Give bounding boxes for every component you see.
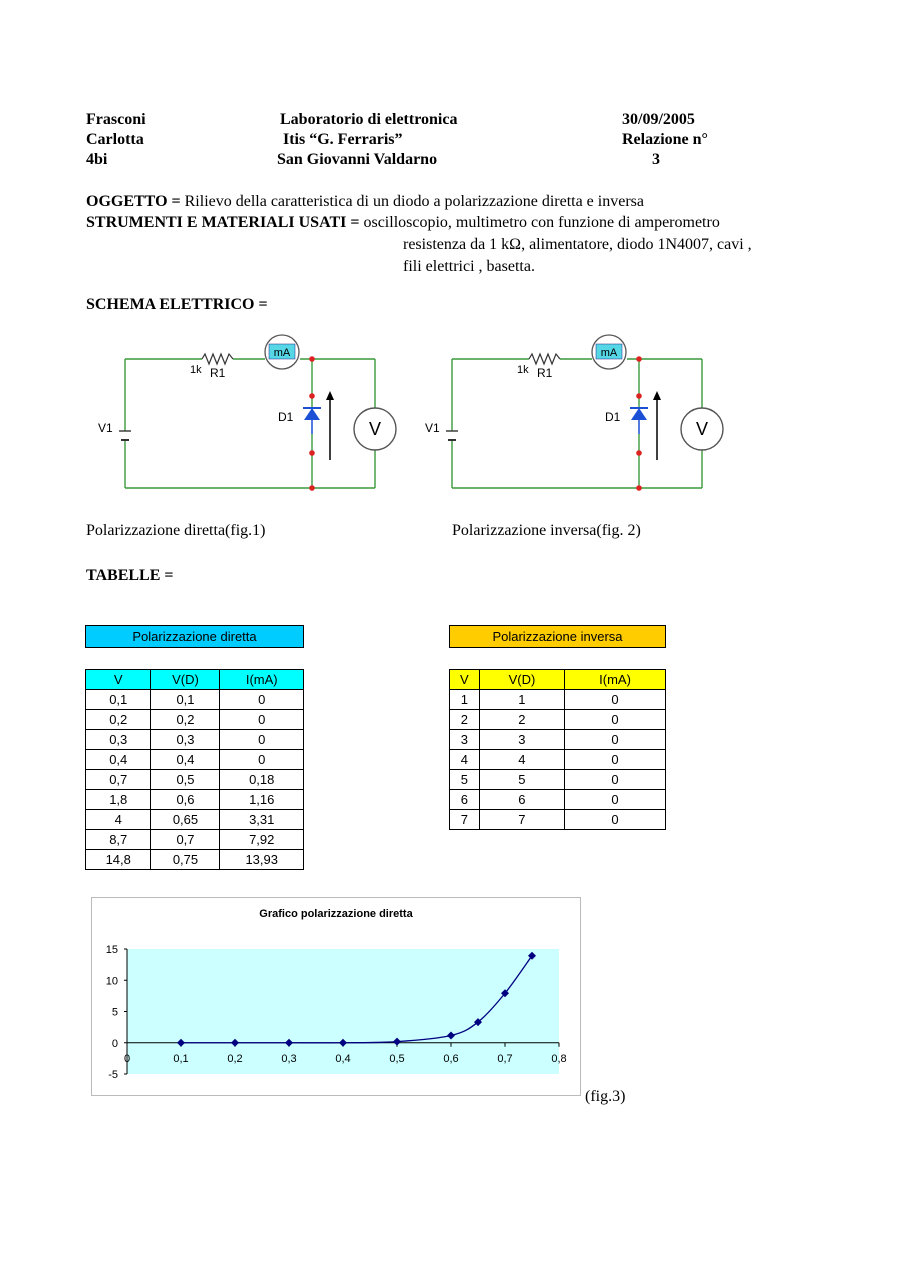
- strumenti-line: [86, 212, 720, 234]
- table-cell: 0,18: [220, 770, 304, 790]
- resistor-symbol: [529, 354, 560, 364]
- table-cell: 0: [565, 690, 666, 710]
- table-cell: 0: [565, 730, 666, 750]
- table-row: [450, 790, 666, 810]
- table-cell: 0,3: [86, 730, 151, 750]
- x-tick-label: 0,2: [227, 1052, 243, 1065]
- y-tick-label: 5: [111, 1006, 118, 1019]
- table-row: [86, 750, 304, 770]
- x-tick-label: 0: [123, 1052, 131, 1065]
- table-row: [450, 730, 666, 750]
- diode-label: D1: [605, 410, 621, 424]
- source-label: V1: [425, 421, 440, 435]
- report-date: 30/09/2005: [622, 111, 695, 128]
- table-header-row: [450, 670, 666, 690]
- table-direct: [85, 669, 304, 870]
- x-tick-label: 0,4: [335, 1052, 351, 1065]
- table-cell: 0: [565, 770, 666, 790]
- table-cell: 6: [479, 790, 564, 810]
- table-cell: 0,5: [151, 770, 220, 790]
- table-cell: 0: [565, 810, 666, 830]
- table-cell: 0,65: [151, 810, 220, 830]
- table-cell: 13,93: [220, 850, 304, 870]
- table-cell: 0: [220, 730, 304, 750]
- table-cell: 4: [450, 750, 480, 770]
- table-cell: 1: [450, 690, 480, 710]
- column-header: V(D): [479, 670, 564, 690]
- table-row: [86, 790, 304, 810]
- table-cell: 0,4: [86, 750, 151, 770]
- table-row: [450, 690, 666, 710]
- table-cell: 1: [479, 690, 564, 710]
- strumenti-text-1: oscilloscopio, multimetro con funzione di amperometro: [359, 214, 720, 231]
- table-inverse-title: Polarizzazione inversa: [449, 625, 666, 648]
- table-cell: 4: [479, 750, 564, 770]
- x-tick-label: 0,6: [443, 1052, 459, 1065]
- table-cell: 4: [86, 810, 151, 830]
- table-cell: 0: [565, 710, 666, 730]
- table-row: [450, 710, 666, 730]
- ammeter-label: mA: [600, 347, 618, 359]
- table-row: [450, 750, 666, 770]
- table-cell: 0: [565, 790, 666, 810]
- circuit-diagram-direct: [90, 330, 410, 500]
- table-row: [86, 810, 304, 830]
- table-inverse: [449, 669, 666, 830]
- table-cell: 0: [565, 750, 666, 770]
- y-tick-label: 15: [105, 944, 118, 956]
- table-cell: 0: [220, 710, 304, 730]
- lab-title: Laboratorio di elettronica: [280, 111, 458, 128]
- current-arrow-head: [653, 391, 661, 400]
- school-name: Itis “G. Ferraris”: [283, 131, 403, 148]
- column-header: I(mA): [220, 670, 304, 690]
- diode-symbol: [631, 408, 647, 420]
- x-tick-label: 0,8: [551, 1052, 567, 1065]
- table-row: [86, 770, 304, 790]
- table-cell: 5: [479, 770, 564, 790]
- table-cell: 1,8: [86, 790, 151, 810]
- table-cell: 0,6: [151, 790, 220, 810]
- author-class: 4bi: [86, 151, 108, 168]
- current-arrow-head: [326, 391, 334, 400]
- table-header-row: [86, 670, 304, 690]
- x-tick-label: 0,5: [389, 1052, 405, 1065]
- table-cell: 0,2: [151, 710, 220, 730]
- author-name: Carlotta: [86, 131, 144, 148]
- table-direct-title: Polarizzazione diretta: [85, 625, 304, 648]
- table-cell: 1,16: [220, 790, 304, 810]
- table-row: [86, 690, 304, 710]
- table-cell: 0,1: [151, 690, 220, 710]
- resistor-name: R1: [210, 366, 226, 380]
- voltmeter-label: V: [695, 419, 709, 439]
- table-cell: 0,75: [151, 850, 220, 870]
- chart-frame: [91, 897, 581, 1096]
- column-header: I(mA): [565, 670, 666, 690]
- table-cell: 8,7: [86, 830, 151, 850]
- table-cell: 7,92: [220, 830, 304, 850]
- table-cell: 3: [479, 730, 564, 750]
- table-row: [86, 730, 304, 750]
- table-cell: 0,7: [86, 770, 151, 790]
- fig3-caption: (fig.3): [585, 1088, 626, 1105]
- strumenti-label: STRUMENTI E MATERIALI USATI =: [86, 214, 360, 231]
- report-block: [622, 110, 708, 170]
- chart-title: Grafico polarizzazione diretta: [259, 908, 413, 920]
- strumenti-text-2: resistenza da 1 kΩ, alimentatore, diodo 1N4007, cavi ,: [403, 236, 752, 253]
- circuit-wires: [452, 359, 702, 488]
- x-tick-label: 0,1: [173, 1052, 189, 1065]
- table-cell: 0,4: [151, 750, 220, 770]
- resistor-value: 1k: [190, 364, 202, 376]
- table-cell: 2: [450, 710, 480, 730]
- resistor-name: R1: [537, 366, 553, 380]
- table-row: [86, 830, 304, 850]
- column-header: V(D): [151, 670, 220, 690]
- table-cell: 2: [479, 710, 564, 730]
- oggetto-line: [86, 191, 644, 213]
- table-cell: 0,2: [86, 710, 151, 730]
- author-surname: Frasconi: [86, 111, 146, 128]
- table-row: [86, 850, 304, 870]
- x-tick-label: 0,7: [497, 1052, 513, 1065]
- circuit-wires: [125, 359, 375, 488]
- table-row: [86, 710, 304, 730]
- table-cell: 0,1: [86, 690, 151, 710]
- oggetto-label: OGGETTO =: [86, 193, 181, 210]
- fig2-caption: Polarizzazione inversa(fig. 2): [452, 522, 641, 539]
- ammeter-label: mA: [273, 347, 291, 359]
- y-tick-label: 0: [111, 1037, 118, 1050]
- column-header: V: [86, 670, 151, 690]
- y-tick-label: -5: [108, 1069, 118, 1081]
- strumenti-text-3: fili elettrici , basetta.: [403, 258, 535, 275]
- y-tick-label: 10: [105, 975, 118, 988]
- table-row: [450, 810, 666, 830]
- diode-label: D1: [278, 410, 294, 424]
- report-label: Relazione n°: [622, 131, 708, 148]
- table-cell: 6: [450, 790, 480, 810]
- schema-title: SCHEMA ELETTRICO =: [86, 296, 268, 313]
- report-number: 3: [652, 151, 660, 168]
- table-cell: 5: [450, 770, 480, 790]
- table-cell: 0,3: [151, 730, 220, 750]
- column-header: V: [450, 670, 480, 690]
- author-block: [86, 110, 146, 170]
- source-label: V1: [98, 421, 113, 435]
- table-row: [450, 770, 666, 790]
- voltmeter-label: V: [368, 419, 382, 439]
- resistor-value: 1k: [517, 364, 529, 376]
- table-cell: 14,8: [86, 850, 151, 870]
- table-cell: 0: [220, 750, 304, 770]
- school-city: San Giovanni Valdarno: [277, 151, 438, 168]
- resistor-symbol: [202, 354, 233, 364]
- table-cell: 3: [450, 730, 480, 750]
- oggetto-text: Rilievo della caratteristica di un diodo a polarizzazione diretta e inversa: [180, 193, 644, 210]
- fig1-caption: Polarizzazione diretta(fig.1): [86, 522, 266, 539]
- table-cell: 7: [450, 810, 480, 830]
- table-cell: 0,7: [151, 830, 220, 850]
- diode-symbol: [304, 408, 320, 420]
- table-cell: 7: [479, 810, 564, 830]
- table-cell: 3,31: [220, 810, 304, 830]
- school-block: [277, 110, 457, 170]
- chart-direct: [92, 898, 580, 1095]
- table-cell: 0: [220, 690, 304, 710]
- tabelle-title: TABELLE =: [86, 567, 174, 584]
- x-tick-label: 0,3: [281, 1052, 297, 1065]
- circuit-diagram-inverse: [417, 330, 737, 500]
